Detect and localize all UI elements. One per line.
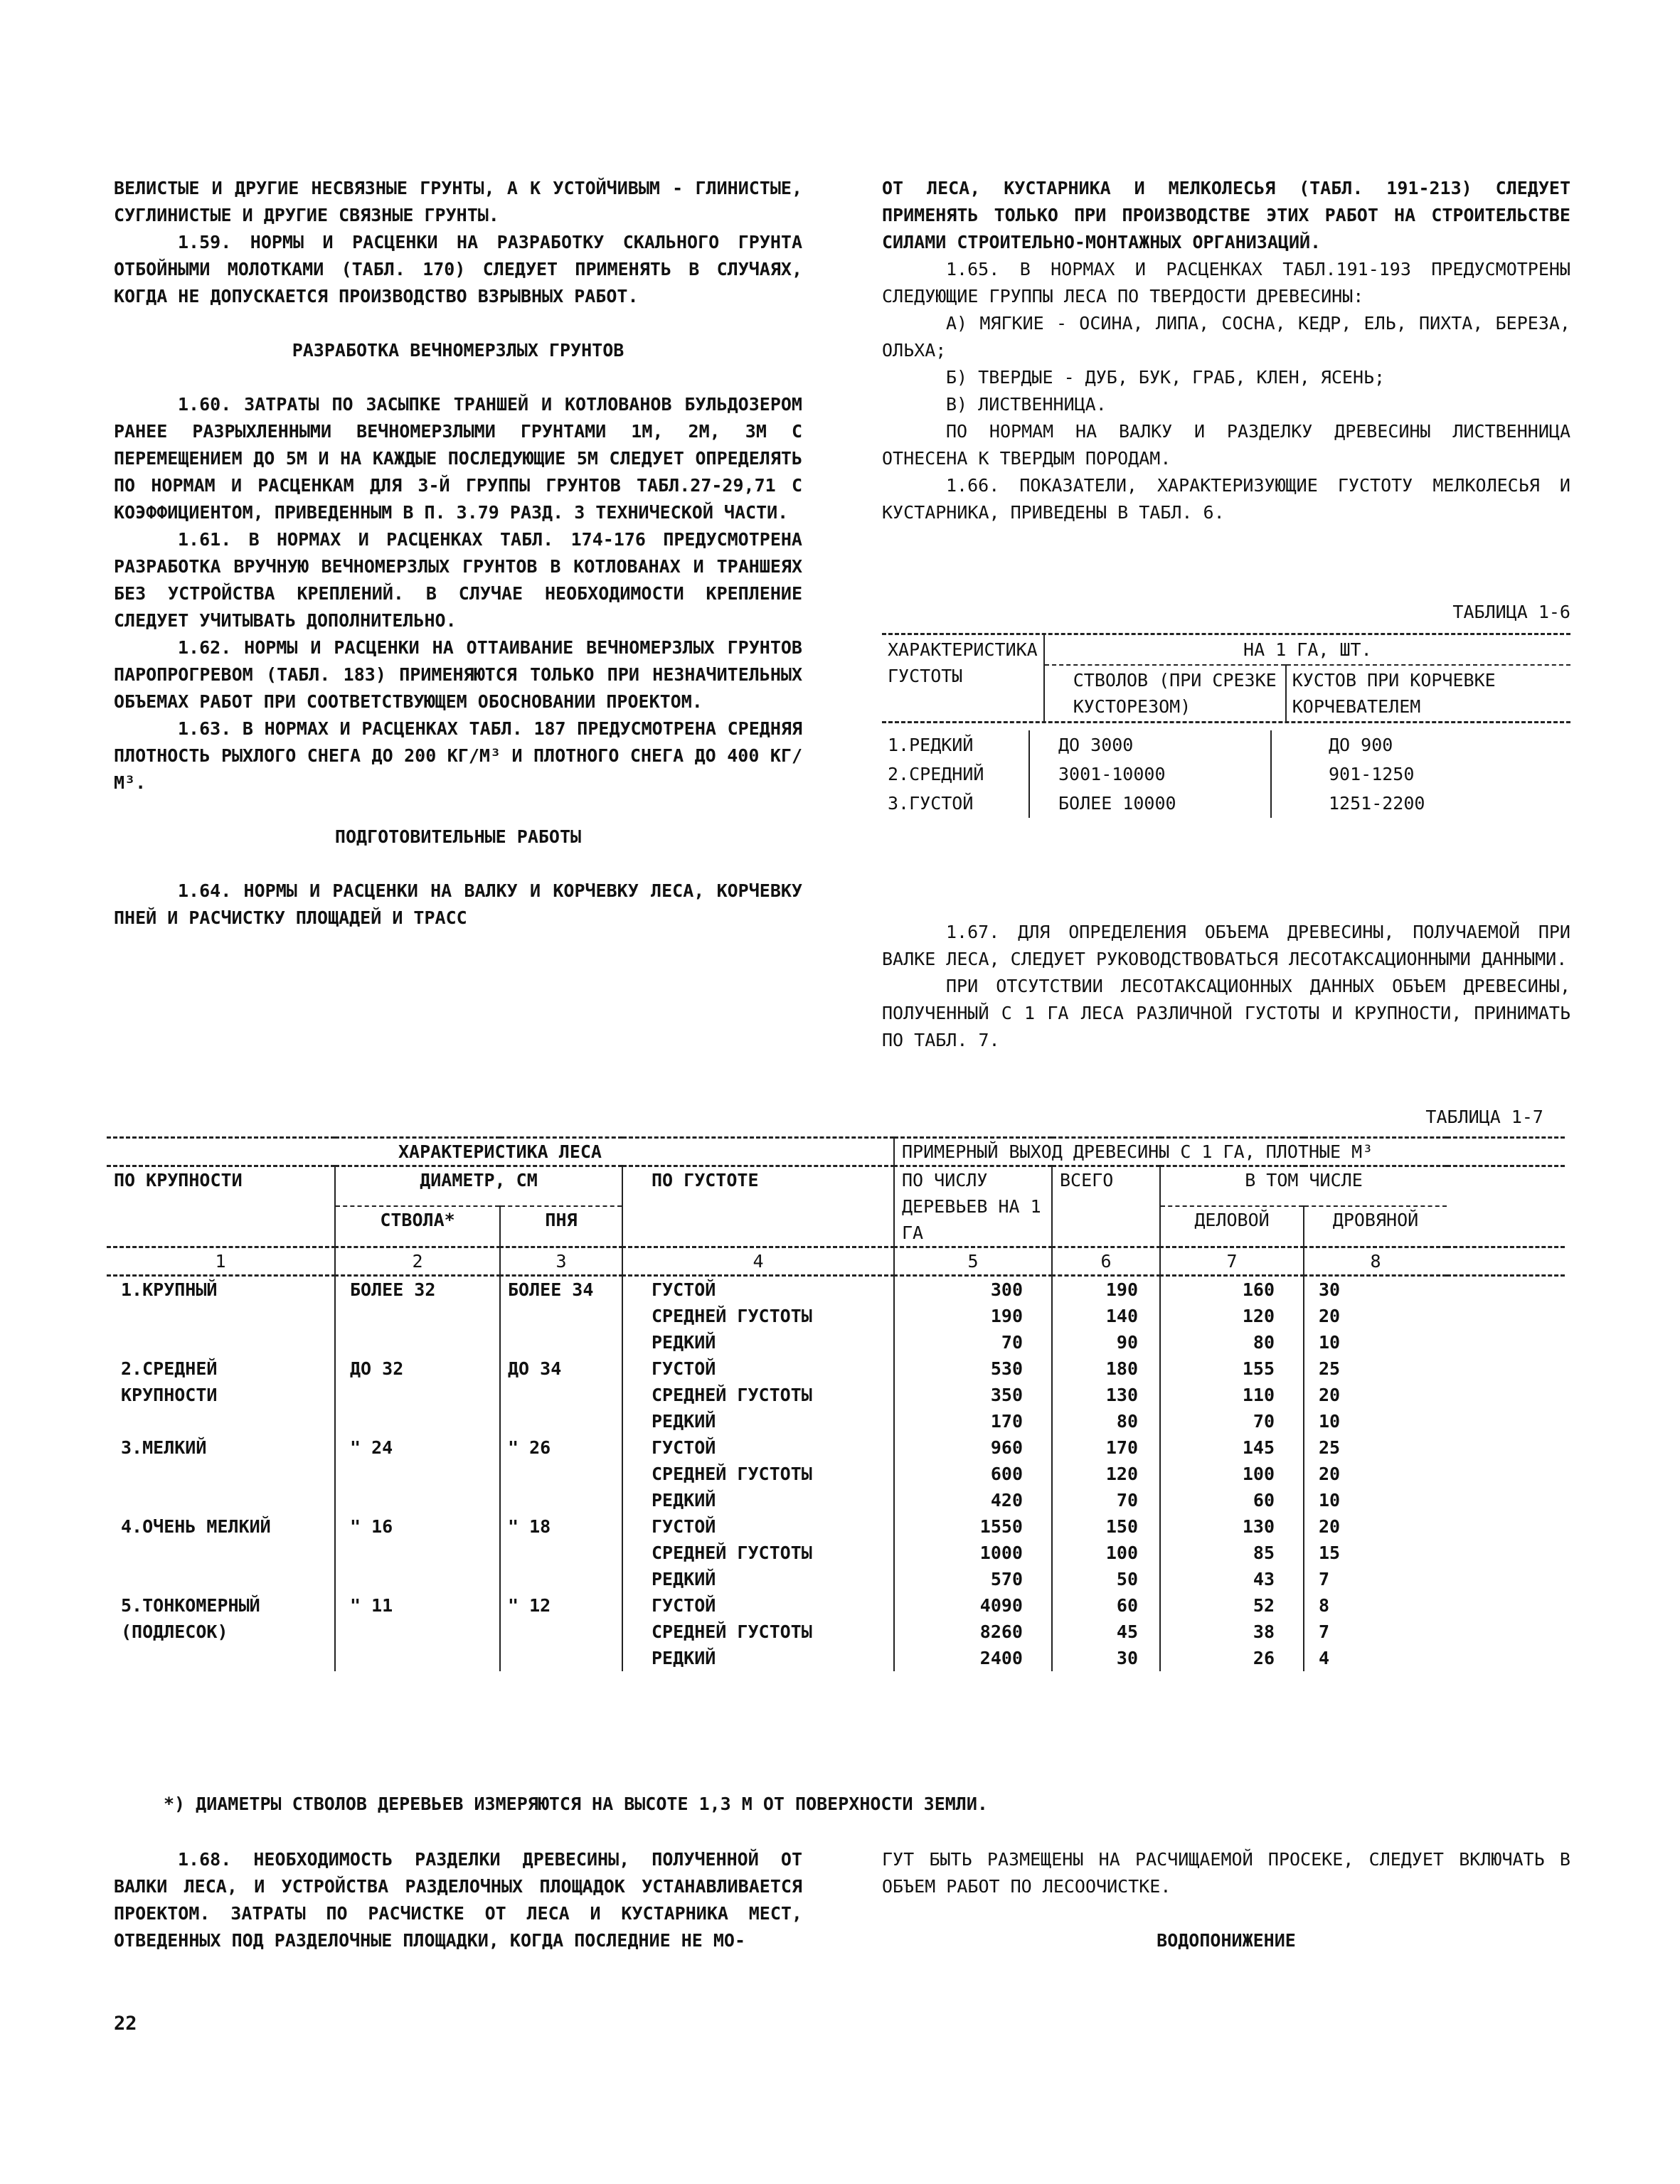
table-header-cell: ДРОВЯНОЙ <box>1332 1210 1419 1231</box>
table-cell-stump <box>500 1329 622 1355</box>
table-cell-fire: 25 <box>1319 1437 1341 1458</box>
table-cell-size <box>107 1566 335 1592</box>
section-heading-permafrost: РАЗРАБОТКА ВЕЧНОМЕРЗЛЫХ ГРУНТОВ <box>292 340 624 361</box>
page-number: 22 <box>114 2013 137 2035</box>
table-header-cell: ХАРАКТЕРИСТИКА ГУСТОТЫ <box>882 635 1044 721</box>
table-row <box>107 1277 1565 1303</box>
paragraph-1-62: 1.62. НОРМЫ И РАСЦЕНКИ НА ОТТАИВАНИЕ ВЕЧНОМЕРЗЛЫХ ГРУНТОВ ПАРОПРОГРЕВОМ (ТАБЛ. 183) ПРИМЕНЯЮТСЯ ТОЛЬКО ПРИ НЕЗНАЧИТЕЛЬНЫХ ОБЪЕМАХ РАБОТ ПРИ СООТВЕТСТВУЮЩЕМ ОБОСНОВАНИИ ПРОЕКТОМ. <box>114 637 802 712</box>
paragraph-1-66: 1.66. ПОКАЗАТЕЛИ, ХАРАКТЕРИЗУЮЩИЕ ГУСТОТУ МЕЛКОЛЕСЬЯ И КУСТАРНИКА, ПРИВЕДЕНЫ В ТАБЛ. 6. <box>882 475 1570 523</box>
table-row <box>107 1329 1565 1355</box>
table-cell-size: 5.ТОНКОМЕРНЫЙ <box>107 1592 335 1619</box>
table-cell-size: КРУПНОСТИ <box>107 1382 335 1408</box>
table-cell-total: 70 <box>1052 1487 1160 1513</box>
section-heading-dewatering: ВОДОПОНИЖЕНИЕ <box>1157 1930 1296 1951</box>
table-cell-bus: 85 <box>1160 1540 1304 1566</box>
table-cell-trunk: ДО 32 <box>335 1355 500 1382</box>
table-cell-total: 150 <box>1052 1513 1160 1540</box>
table-row <box>107 1487 1565 1513</box>
table-cell-count: 570 <box>894 1566 1052 1592</box>
table-cell-total: 130 <box>1052 1382 1160 1408</box>
table-cell-trunk <box>335 1303 500 1329</box>
table-cell-count: 1000 <box>894 1540 1052 1566</box>
table-cell-size: 4.ОЧЕНЬ МЕЛКИЙ <box>107 1513 335 1540</box>
table-footnote: *) ДИАМЕТРЫ СТВОЛОВ ДЕРЕВЬЕВ ИЗМЕРЯЮТСЯ НА ВЫСОТЕ 1,3 М ОТ ПОВЕРХНОСТИ ЗЕМЛИ. <box>164 1794 988 1814</box>
table-cell-count: 8260 <box>894 1619 1052 1645</box>
table-header-cell: В ТОМ ЧИСЛЕ <box>1160 1167 1447 1206</box>
table-cell-trunk: " 11 <box>335 1592 500 1619</box>
table-cell-trunk <box>335 1487 500 1513</box>
table-row <box>107 1303 1565 1329</box>
table-1-6 <box>882 633 1570 818</box>
table-cell-fire: 30 <box>1319 1279 1341 1300</box>
table-cell-bus: 130 <box>1160 1513 1304 1540</box>
right-column-lower <box>882 919 1570 1054</box>
table-cell-bus: 155 <box>1160 1355 1304 1382</box>
table-cell-total: 60 <box>1052 1592 1160 1619</box>
table-cell-bus: 80 <box>1160 1329 1304 1355</box>
table-cell-count: 530 <box>894 1355 1052 1382</box>
table-header-cell: СТВОЛА* <box>335 1206 500 1247</box>
table-cell-stump: " 26 <box>500 1434 622 1461</box>
right-column <box>882 175 1570 526</box>
table-header-cell: ПО ЧИСЛУ ДЕРЕВЬЕВ НА 1 ГА <box>894 1167 1052 1247</box>
table-cell-size <box>107 1303 335 1329</box>
table-cell-bus: 52 <box>1160 1592 1304 1619</box>
paragraph-1-64: 1.64. НОРМЫ И РАСЦЕНКИ НА ВАЛКУ И КОРЧЕВКУ ЛЕСА, КОРЧЕВКУ ПНЕЙ И РАСЧИСТКУ ПЛОЩАДЕЙ И ТРАСС <box>114 880 802 928</box>
table-cell-count: 300 <box>894 1277 1052 1303</box>
paragraph: ПРИ ОТСУТСТВИИ ЛЕСОТАКСАЦИОННЫХ ДАННЫХ ОБЪЕМ ДРЕВЕСИНЫ, ПОЛУЧЕННЫЙ С 1 ГА ЛЕСА РАЗЛИЧНОЙ ГУСТОТЫ И КРУПНОСТИ, ПРИНИМАТЬ ПО ТАБЛ. 7. <box>882 976 1570 1050</box>
table-cell-trunk: БОЛЕЕ 32 <box>335 1277 500 1303</box>
table-cell-fire: 7 <box>1319 1569 1330 1589</box>
table-cell-total: 100 <box>1052 1540 1160 1566</box>
table-cell-count: 960 <box>894 1434 1052 1461</box>
table-cell-stump <box>500 1382 622 1408</box>
table-cell-bus: 110 <box>1160 1382 1304 1408</box>
table-cell-stump: " 18 <box>500 1513 622 1540</box>
table-cell-total: 45 <box>1052 1619 1160 1645</box>
table-cell-fire: 20 <box>1319 1385 1341 1405</box>
table-cell-fire: 20 <box>1319 1306 1341 1326</box>
table-cell-bus: 70 <box>1160 1408 1304 1434</box>
table-cell-stump <box>500 1408 622 1434</box>
table-row <box>107 1540 1565 1566</box>
table-cell-size <box>107 1408 335 1434</box>
table-cell-density: СРЕДНЕЙ ГУСТОТЫ <box>622 1461 894 1487</box>
table-cell-total: 30 <box>1052 1645 1160 1671</box>
table-cell-size <box>107 1461 335 1487</box>
paragraph-1-68: 1.68. НЕОБХОДИМОСТЬ РАЗДЕЛКИ ДРЕВЕСИНЫ, ПОЛУЧЕННОЙ ОТ ВАЛКИ ЛЕСА, И УСТРОЙСТВА РАЗДЕЛОЧНЫХ ПЛОЩАДОК УСТАНАВЛИВАЕТСЯ ПРОЕКТОМ. ЗАТРАТЫ ПО РАСЧИСТКЕ ОТ ЛЕСА И КУСТАРНИКА МЕСТ, ОТВЕДЕННЫХ ПОД РАЗДЕЛОЧНЫЕ ПЛОЩАДКИ, КОГДА ПОСЛЕДНИЕ НЕ МО- <box>114 1849 802 1951</box>
table-cell-trunk: " 16 <box>335 1513 500 1540</box>
table-cell-size <box>107 1645 335 1671</box>
table-cell-density: СРЕДНЕЙ ГУСТОТЫ <box>622 1382 894 1408</box>
table-cell-stump: БОЛЕЕ 34 <box>500 1277 622 1303</box>
table-header-cell: НА 1 ГА, ШТ. <box>1044 635 1570 665</box>
table-cell-density: ГУСТОЙ <box>622 1277 894 1303</box>
column-number-row: 1 2 3 4 5 6 7 8 <box>107 1248 1565 1276</box>
table-cell-count: 2400 <box>894 1645 1052 1671</box>
table-cell-fire: 25 <box>1319 1358 1341 1379</box>
table-row <box>107 1619 1565 1645</box>
table-cell-count: 170 <box>894 1408 1052 1434</box>
table-cell-density: РЕДКИЙ <box>622 1329 894 1355</box>
table-cell-trunk <box>335 1382 500 1408</box>
table-row <box>107 1434 1565 1461</box>
table-cell-trunk: " 24 <box>335 1434 500 1461</box>
table-cell-size: (ПОДЛЕСОК) <box>107 1619 335 1645</box>
table-header-cell: ВСЕГО <box>1052 1167 1160 1247</box>
table-header-cell: ДИАМЕТР, СМ <box>335 1167 622 1206</box>
table-cell-count: 190 <box>894 1303 1052 1329</box>
table-cell-bus: 43 <box>1160 1566 1304 1592</box>
table-cell-stump <box>500 1461 622 1487</box>
paragraph-1-60: 1.60. ЗАТРАТЫ ПО ЗАСЫПКЕ ТРАНШЕЙ И КОТЛОВАНОВ БУЛЬДОЗЕРОМ РАНЕЕ РАЗРЫХЛЕННЫМИ ВЕЧНОМЕРЗЛЫМИ ГРУНТАМИ 1М, 2М, 3М С ПЕРЕМЕЩЕНИЕМ ДО 5М И НА КАЖДЫЕ ПОСЛЕДУЮЩИЕ 5М СЛЕДУЕТ ОПРЕДЕЛЯТЬ ПО НОРМАМ И РАСЦЕНКАМ ДЛЯ 3-Й ГРУППЫ ГРУНТОВ ТАБЛ.27-29,71 С КОЭФФИЦИЕНТОМ, ПРИВЕДЕННЫМ В П. 3.79 РАЗД. 3 ТЕХНИЧЕСКОЙ ЧАСТИ. <box>114 394 802 523</box>
table-header-cell: ПРИМЕРНЫЙ ВЫХОД ДРЕВЕСИНЫ С 1 ГА, ПЛОТНЫЕ М³ <box>902 1141 1373 1162</box>
table-cell-size: 2.СРЕДНЕЙ <box>107 1355 335 1382</box>
table-cell-fire: 7 <box>1319 1621 1330 1642</box>
paragraph: ВЕЛИСТЫЕ И ДРУГИЕ НЕСВЯЗНЫЕ ГРУНТЫ, А К УСТОЙЧИВЫМ - ГЛИНИСТЫЕ, СУГЛИНИСТЫЕ И ДРУГИЕ СВЯЗНЫЕ ГРУНТЫ. <box>114 178 802 225</box>
table-cell-density: РЕДКИЙ <box>622 1487 894 1513</box>
table-cell-density: РЕДКИЙ <box>622 1645 894 1671</box>
table-cell-count: 600 <box>894 1461 1052 1487</box>
table-row <box>107 1645 1565 1671</box>
table-cell-total: 140 <box>1052 1303 1160 1329</box>
paragraph: ОТ ЛЕСА, КУСТАРНИКА И МЕЛКОЛЕСЬЯ (ТАБЛ. 191-213) СЛЕДУЕТ ПРИМЕНЯТЬ ТОЛЬКО ПРИ ПРОИЗВОДСТВЕ ЭТИХ РАБОТ НА СТРОИТЕЛЬСТВЕ СИЛАМИ СТРОИТЕЛЬНО-МОНТАЖНЫХ ОРГАНИЗАЦИЙ. <box>882 178 1570 252</box>
table-cell-trunk <box>335 1540 500 1566</box>
table-row <box>107 1408 1565 1434</box>
table-row: 1.РЕДКИЙ ДО 3000 ДО 900 <box>882 730 1570 760</box>
table-cell-fire: 20 <box>1319 1464 1341 1484</box>
table-header-cell: ДЕЛОВОЙ <box>1160 1206 1304 1247</box>
table-cell-fire: 20 <box>1319 1516 1341 1537</box>
table-cell-density: СРЕДНЕЙ ГУСТОТЫ <box>622 1619 894 1645</box>
table-body <box>107 1277 1565 1671</box>
list-item-hard: Б) ТВЕРДЫЕ - ДУБ, БУК, ГРАБ, КЛЕН, ЯСЕНЬ; <box>946 367 1386 388</box>
table-cell-count: 420 <box>894 1487 1052 1513</box>
paragraph-1-67: 1.67. ДЛЯ ОПРЕДЕЛЕНИЯ ОБЪЕМА ДРЕВЕСИНЫ, ПОЛУЧАЕМОЙ ПРИ ВАЛКЕ ЛЕСА, СЛЕДУЕТ РУКОВОДСТВОВАТЬСЯ ЛЕСОТАКСАЦИОННЫМИ ДАННЫМИ. <box>882 922 1570 969</box>
table-cell-stump: ДО 34 <box>500 1355 622 1382</box>
table-cell-trunk <box>335 1619 500 1645</box>
list-item-larch: В) ЛИСТВЕННИЦА. <box>946 394 1107 415</box>
table-cell-density: ГУСТОЙ <box>622 1592 894 1619</box>
bottom-left-column <box>114 1846 802 1954</box>
table-cell-stump <box>500 1540 622 1566</box>
table-cell-stump <box>500 1645 622 1671</box>
table-cell-bus: 26 <box>1160 1645 1304 1671</box>
table-cell-count: 1550 <box>894 1513 1052 1540</box>
table-cell-total: 170 <box>1052 1434 1160 1461</box>
table-cell-bus: 60 <box>1160 1487 1304 1513</box>
table-cell-stump: " 12 <box>500 1592 622 1619</box>
table-row <box>107 1566 1565 1592</box>
table-header-cell: ПО ГУСТОТЕ <box>622 1167 894 1247</box>
table-cell-stump <box>500 1303 622 1329</box>
table-cell-bus: 38 <box>1160 1619 1304 1645</box>
table-header-cell: ХАРАКТЕРИСТИКА ЛЕСА <box>107 1139 894 1166</box>
paragraph: ПО НОРМАМ НА ВАЛКУ И РАЗДЕЛКУ ДРЕВЕСИНЫ ЛИСТВЕННИЦА ОТНЕСЕНА К ТВЕРДЫМ ПОРОДАМ. <box>882 421 1570 469</box>
table-cell-density: РЕДКИЙ <box>622 1408 894 1434</box>
table-cell-density: ГУСТОЙ <box>622 1434 894 1461</box>
table-cell-trunk <box>335 1408 500 1434</box>
paragraph-1-59: 1.59. НОРМЫ И РАСЦЕНКИ НА РАЗРАБОТКУ СКАЛЬНОГО ГРУНТА ОТБОЙНЫМИ МОЛОТКАМИ (ТАБЛ. 170) СЛЕДУЕТ ПРИМЕНЯТЬ В СЛУЧАЯХ, КОГДА НЕ ДОПУСКАЕТСЯ ПРОИЗВОДСТВО ВЗРЫВНЫХ РАБОТ. <box>114 232 802 307</box>
table-header-cell: ПНЯ <box>500 1206 622 1247</box>
table-row <box>107 1513 1565 1540</box>
table-cell-size <box>107 1487 335 1513</box>
table-row <box>107 1355 1565 1382</box>
bottom-right-column <box>882 1846 1570 1981</box>
table-1-7 <box>107 1136 1565 1671</box>
table-cell-trunk <box>335 1645 500 1671</box>
table-row <box>107 1461 1565 1487</box>
table-cell-total: 120 <box>1052 1461 1160 1487</box>
divider <box>882 721 1570 723</box>
section-heading-preparatory: ПОДГОТОВИТЕЛЬНЫЕ РАБОТЫ <box>334 826 582 847</box>
table-cell-count: 70 <box>894 1329 1052 1355</box>
table-cell-size <box>107 1329 335 1355</box>
table-cell-count: 350 <box>894 1382 1052 1408</box>
paragraph: ГУТ БЫТЬ РАЗМЕЩЕНЫ НА РАСЧИЩАЕМОЙ ПРОСЕКЕ, СЛЕДУЕТ ВКЛЮЧАТЬ В ОБЪЕМ РАБОТ ПО ЛЕСООЧИСТКЕ. <box>882 1849 1570 1897</box>
table-cell-stump <box>500 1566 622 1592</box>
table-row: 2.СРЕДНИЙ 3001-10000 901-1250 <box>882 760 1570 789</box>
table-cell-size: 1.КРУПНЫЙ <box>107 1277 335 1303</box>
table-cell-bus: 120 <box>1160 1303 1304 1329</box>
table-header-cell: КУСТОВ ПРИ КОРЧЕВКЕ КОРЧЕВАТЕЛЕМ <box>1292 670 1496 717</box>
table-cell-fire: 8 <box>1319 1595 1330 1616</box>
table-cell-bus: 145 <box>1160 1434 1304 1461</box>
paragraph-1-61: 1.61. В НОРМАХ И РАСЦЕНКАХ ТАБЛ. 174-176 ПРЕДУСМОТРЕНА РАЗРАБОТКА ВРУЧНУЮ ВЕЧНОМЕРЗЛЫХ ГРУНТОВ В КОТЛОВАНАХ И ТРАНШЕЯХ БЕЗ УСТРОЙСТВА КРЕПЛЕНИЙ. В СЛУЧАЕ НЕОБХОДИМОСТИ КРЕПЛЕНИЕ СЛЕДУЕТ УЧИТЫВАТЬ ДОПОЛНИТЕЛЬНО. <box>114 529 802 631</box>
table-cell-stump <box>500 1487 622 1513</box>
table-cell-total: 180 <box>1052 1355 1160 1382</box>
table-header-cell: ПО КРУПНОСТИ <box>107 1167 335 1247</box>
table-cell-size <box>107 1540 335 1566</box>
table-cell-total: 90 <box>1052 1329 1160 1355</box>
table-cell-density: ГУСТОЙ <box>622 1513 894 1540</box>
table-cell-trunk <box>335 1329 500 1355</box>
left-column <box>114 175 802 932</box>
table-row: 3.ГУСТОЙ БОЛЕЕ 10000 1251-2200 <box>882 789 1570 818</box>
table-cell-density: СРЕДНЕЙ ГУСТОТЫ <box>622 1540 894 1566</box>
table-cell-fire: 10 <box>1319 1490 1341 1511</box>
table-row <box>107 1382 1565 1408</box>
table-cell-stump <box>500 1619 622 1645</box>
table-cell-fire: 10 <box>1319 1411 1341 1432</box>
paragraph-1-65: 1.65. В НОРМАХ И РАСЦЕНКАХ ТАБЛ.191-193 ПРЕДУСМОТРЕНЫ СЛЕДУЮЩИЕ ГРУППЫ ЛЕСА ПО ТВЕРДОСТИ ДРЕВЕСИНЫ: <box>882 259 1570 307</box>
table-cell-bus: 160 <box>1160 1277 1304 1303</box>
table-cell-total: 190 <box>1052 1277 1160 1303</box>
table-1-7-title: ТАБЛИЦА 1-7 <box>1425 1107 1543 1127</box>
table-cell-size: 3.МЕЛКИЙ <box>107 1434 335 1461</box>
table-cell-fire: 4 <box>1319 1648 1330 1668</box>
table-cell-trunk <box>335 1461 500 1487</box>
table-cell-density: СРЕДНЕЙ ГУСТОТЫ <box>622 1303 894 1329</box>
table-row <box>107 1592 1565 1619</box>
table-cell-density: ГУСТОЙ <box>622 1355 894 1382</box>
table-cell-fire: 10 <box>1319 1332 1341 1353</box>
table-cell-bus: 100 <box>1160 1461 1304 1487</box>
table-cell-trunk <box>335 1566 500 1592</box>
table-cell-density: РЕДКИЙ <box>622 1566 894 1592</box>
list-item-soft: А) МЯГКИЕ - ОСИНА, ЛИПА, СОСНА, КЕДР, ЕЛЬ, ПИХТА, БЕРЕЗА, ОЛЬХА; <box>882 313 1570 361</box>
table-1-6-title: ТАБЛИЦА 1-6 <box>1452 602 1570 622</box>
table-cell-total: 80 <box>1052 1408 1160 1434</box>
table-cell-fire: 15 <box>1319 1543 1341 1563</box>
paragraph-1-63: 1.63. В НОРМАХ И РАСЦЕНКАХ ТАБЛ. 187 ПРЕДУСМОТРЕНА СРЕДНЯЯ ПЛОТНОСТЬ РЫХЛОГО СНЕГА ДО 200 КГ/М³ И ПЛОТНОГО СНЕГА ДО 400 КГ/М³. <box>114 718 802 793</box>
table-header-cell: СТВОЛОВ (ПРИ СРЕЗКЕ КУСТОРЕЗОМ) <box>1044 665 1286 721</box>
table-cell-total: 50 <box>1052 1566 1160 1592</box>
table-cell-count: 4090 <box>894 1592 1052 1619</box>
